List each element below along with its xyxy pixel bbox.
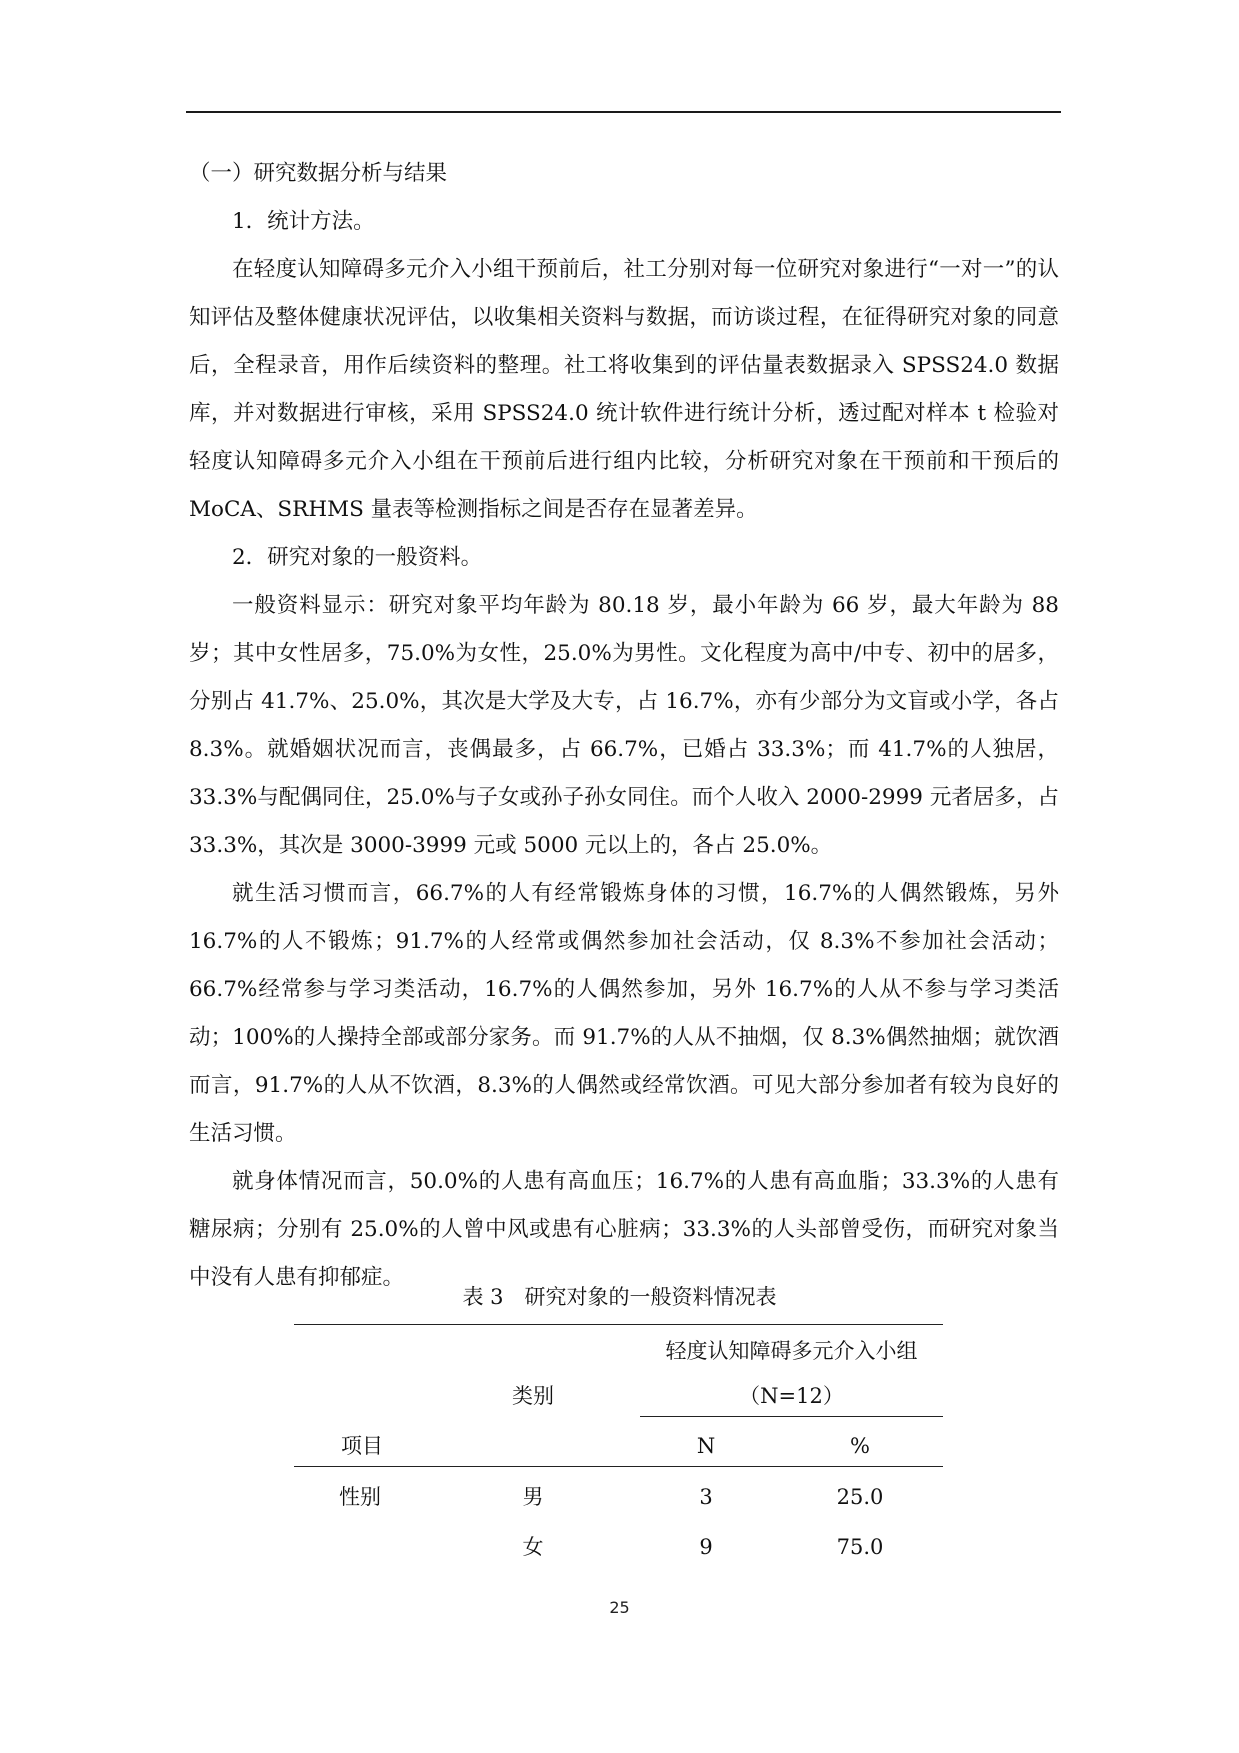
paragraph-general-info: 一般资料显示：研究对象平均年龄为 80.18 岁，最小年龄为 66 岁，最大年龄为 88 岁；其中女性居多，75.0%为女性，25.0%为男性。文化程度为高中/中专、初中的居多，分别占 41.7%、25.0%，其次是大学及大专，占 16.7%，亦有少部分为文盲或小学，各占 8.3%。就婚姻状况而言，丧偶最多，占 66.7%，已婚占 33.3%；而 41.7%的人独居，33.3%与配偶同住，25.0%与子女或孙子孙女同住。而个人收入 2000-2999 元者居多，占 33.3%，其次是 3000-3999 元或 5000 元以上的，各占 25.0%。 <box>189 593 1059 858</box>
column-header-item: 项目 <box>341 1434 383 1458</box>
row-category: 男 <box>522 1485 544 1509</box>
section-heading: （一）研究数据分析与结果 <box>189 161 448 186</box>
table-caption: 表 3 研究对象的一般资料情况表 <box>462 1285 777 1309</box>
group-title: 轻度认知障碍多元介入小组 <box>665 1339 918 1363</box>
row-percent: 75.0 <box>836 1535 884 1559</box>
table-top-rule <box>294 1324 943 1325</box>
row-category: 女 <box>522 1535 544 1559</box>
row-n: 9 <box>699 1535 713 1559</box>
row-n: 3 <box>699 1485 713 1509</box>
group-underline <box>640 1416 943 1417</box>
row-percent: 25.0 <box>836 1485 884 1509</box>
table-header-rule <box>294 1466 943 1467</box>
page-number: 25 <box>609 1598 630 1617</box>
subheading-statistical-methods: 1．统计方法。 <box>232 209 375 234</box>
group-sample-size: （N=12） <box>739 1384 844 1408</box>
column-header-category: 类别 <box>512 1384 554 1408</box>
row-item: 性别 <box>339 1485 381 1509</box>
column-header-percent: % <box>850 1434 870 1458</box>
column-header-n: N <box>696 1434 716 1458</box>
paragraph-lifestyle: 就生活习惯而言，66.7%的人有经常锻炼身体的习惯，16.7%的人偶然锻炼，另外 16.7%的人不锻炼；91.7%的人经常或偶然参加社会活动，仅 8.3%不参加社会活动；66.7%经常参与学习类活动，16.7%的人偶然参加，另外 16.7%的人从不参与学习类活动；100%的人操持全部或部分家务。而 91.7%的人从不抽烟，仅 8.3%偶然抽烟；就饮酒而言，91.7%的人从不饮酒，8.3%的人偶然或经常饮酒。可见大部分参加者有较为良好的生活习惯。 <box>189 881 1059 1146</box>
paragraph-health: 就身体情况而言，50.0%的人患有高血压；16.7%的人患有高血脂；33.3%的人患有糖尿病；分别有 25.0%的人曾中风或患有心脏病；33.3%的人头部曾受伤，而研究对象当中没有人患有抑郁症。 <box>189 1169 1059 1290</box>
subheading-general-info: 2．研究对象的一般资料。 <box>232 545 483 570</box>
paragraph-methods: 在轻度认知障碍多元介入小组干预前后，社工分别对每一位研究对象进行“一对一”的认知评估及整体健康状况评估，以收集相关资料与数据，而访谈过程，在征得研究对象的同意后，全程录音，用作后续资料的整理。社工将收集到的评估量表数据录入 SPSS24.0 数据库，并对数据进行审核，采用 SPSS24.0 统计软件进行统计分析，透过配对样本 t 检验对轻度认知障碍多元介入小组在干预前后进行组内比较，分析研究对象在干预前和干预后的 MoCA、SRHMS 量表等检测指标之间是否存在显著差异。 <box>189 257 1059 522</box>
